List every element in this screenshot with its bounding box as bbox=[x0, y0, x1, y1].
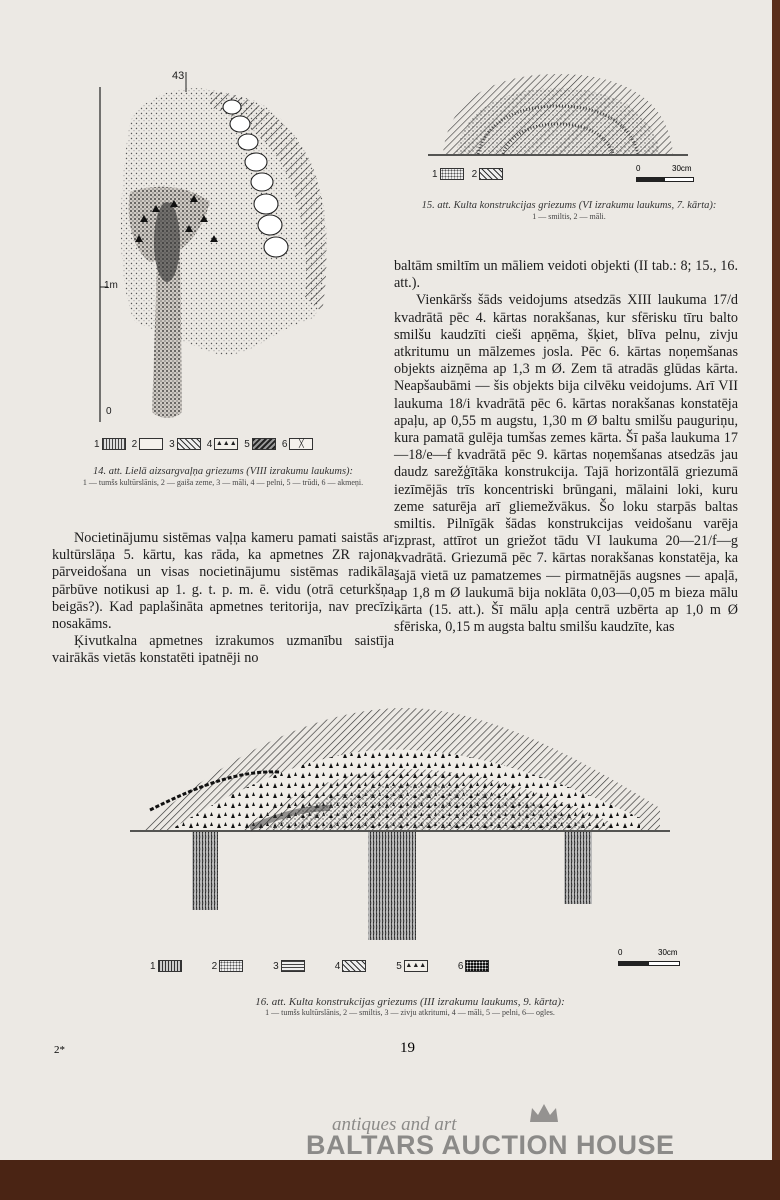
fig16-legend-item bbox=[150, 960, 182, 972]
legend-number: 3 bbox=[273, 960, 279, 972]
fig14-legend-item bbox=[207, 438, 239, 450]
left-text-column bbox=[52, 530, 394, 668]
swatch-ash: ▲▲▲ bbox=[404, 960, 428, 972]
fig16-caption: 16. att. Kulta konstrukcijas griezums (III izrakumu laukums, 9. kārta): bbox=[255, 996, 565, 1008]
fig16-scale-bar bbox=[618, 948, 688, 970]
fig14-legend-item bbox=[169, 438, 201, 450]
legend-number: 5 bbox=[244, 438, 250, 450]
wooden-table-edge bbox=[0, 1160, 780, 1200]
fig14-legend-item bbox=[282, 438, 314, 450]
right-text-column bbox=[394, 258, 738, 636]
fig15-legend-item bbox=[472, 168, 504, 180]
legend-number: 6 bbox=[457, 960, 464, 972]
swatch-charcoal bbox=[465, 960, 489, 972]
fig14-axis-label-1m: 1m bbox=[104, 280, 118, 291]
fig16-caption-block bbox=[150, 996, 670, 1018]
fig15-legend-item bbox=[432, 168, 464, 180]
fig14-legend-item bbox=[132, 438, 164, 450]
fig16-legend-item bbox=[396, 960, 428, 972]
legend-number: 6 bbox=[281, 438, 288, 450]
legend-number: 1 bbox=[94, 438, 100, 450]
swatch-clay bbox=[479, 168, 503, 180]
scale-bar-line bbox=[636, 177, 694, 182]
left-paragraph-1: Nocietinājumu sistēmas vaļņa kameru pamati saistās ar kultūrslāņa 5. kārtu, kas rāda, ka apmetnes ZR rajona pārveidošana un visas nocietinājumu sistēmas radikāla pārbūve notikusi ap 1. g. t. p. m. ē. vidu (otrā ceturkšņa beigās?). Kad paplašināta apmetnes teritorija, nav precīzi nosakāms. bbox=[52, 530, 394, 633]
fig14-caption-block bbox=[52, 466, 394, 488]
fig14-drawing bbox=[90, 62, 350, 452]
fig16-scale-label: 30cm bbox=[658, 948, 678, 957]
fig16-legend-item bbox=[335, 960, 367, 972]
swatch-clay bbox=[177, 438, 201, 450]
fig16-drawing bbox=[130, 690, 670, 950]
swatch-fish-waste bbox=[281, 960, 305, 972]
signature-mark: 2* bbox=[54, 1044, 65, 1056]
fig16-legend-item bbox=[458, 960, 490, 972]
fig14-caption: 14. att. Lielā aizsargvaļņa griezums (VIII izrakumu laukums): bbox=[92, 466, 354, 477]
crown-icon bbox=[528, 1102, 560, 1124]
swatch-ash: ▲▲▲ bbox=[214, 438, 238, 450]
fig15-legend bbox=[432, 168, 503, 180]
swatch-sand bbox=[440, 168, 464, 180]
legend-number: 5 bbox=[396, 960, 402, 972]
legend-number: 2 bbox=[471, 168, 478, 180]
fig15-caption-block bbox=[404, 200, 734, 222]
fig16-legend-text: 1 — tumšs kultūrslānis, 2 — smiltis, 3 — zivju atkritumi, 4 — māli, 5 — pelni, 6— ogles. bbox=[265, 1008, 555, 1017]
fig15-drawing bbox=[428, 66, 688, 166]
fig15-scale-zero: 0 bbox=[636, 164, 641, 173]
fig16-scale-zero: 0 bbox=[618, 948, 623, 957]
legend-number: 4 bbox=[206, 438, 213, 450]
legend-number: 2 bbox=[131, 438, 138, 450]
fig15-scale-bar bbox=[636, 166, 706, 182]
swatch-clay bbox=[342, 960, 366, 972]
legend-number: 1 bbox=[432, 168, 438, 180]
fig16-legend-item bbox=[212, 960, 244, 972]
fig14-legend-text: 1 — tumšs kultūrslānis, 2 — gaiša zeme, 3 — māli, 4 — pelni, 5 — trūdi, 6 — akmeņi. bbox=[82, 478, 364, 487]
watermark-brand: BALTARS AUCTION HOUSE bbox=[306, 1130, 675, 1160]
fig14-legend-item bbox=[94, 438, 126, 450]
swatch-light-soil bbox=[139, 438, 163, 450]
legend-number: 1 bbox=[150, 960, 156, 972]
fig15-caption: 15. att. Kulta konstrukcijas griezums (VI izrakumu laukums, 7. kārta): bbox=[421, 200, 717, 211]
fig14-legend bbox=[94, 438, 313, 450]
fig15-legend-text: 1 — smiltis, 2 — māli. bbox=[532, 212, 606, 221]
fig16-legend bbox=[150, 960, 489, 972]
fig14-legend-item bbox=[244, 438, 276, 450]
fig16-legend-item bbox=[273, 960, 305, 972]
scale-bar-line bbox=[618, 961, 680, 966]
legend-number: 3 bbox=[169, 438, 175, 450]
swatch-stones: ╳ bbox=[289, 438, 313, 450]
fig14-axis-label-0: 0 bbox=[106, 406, 112, 417]
swatch-dark-culture bbox=[102, 438, 126, 450]
left-paragraph-2: Ķivutkalna apmetnes izrakumos uzmanību saistīja vairākās vietās konstatēti ipatnēji no bbox=[52, 633, 394, 667]
fig14-top-label: 43 bbox=[172, 70, 185, 82]
watermark-tagline: antiques and art bbox=[332, 1114, 457, 1135]
legend-number: 4 bbox=[334, 960, 341, 972]
page-number: 19 bbox=[400, 1040, 415, 1056]
swatch-sand bbox=[219, 960, 243, 972]
legend-number: 2 bbox=[211, 960, 218, 972]
swatch-dark-culture bbox=[158, 960, 182, 972]
fig15-scale-label: 30cm bbox=[672, 164, 692, 173]
right-paragraph-1: baltām smiltīm un māliem veidoti objekti (II tab.: 8; 15., 16. att.). bbox=[394, 258, 738, 292]
right-paragraph-2: Vienkāršs šāds veidojums atsedzās XIII laukuma 17/d kvadrātā pēc 4. kārtas norakšanas, kur sfērisku tīru balto smilšu kaudzīti cieši apņēma, šķiet, blīva pelnu, zivju atkritumu un mālzemes josla. Pēc 6. kārtas noņemšanas objekts aizņēma ap 1,3 m Ø. Zem tā atradās glūdas kārta. Neapšaubāmi — šis objekts bija cilvēku veidojums. Arī VII laukuma 18/i kvadrātā pēc 6. kārtas norakšanas konstatēja apaļu, ap 0,55 m augstu, 1,30 m Ø baltu smilšu pauguriņu, kura pamatā gulēja tumšas zemes kārta. Šī paša laukuma 17—18/e—f kvadrātā pēc 9. kārtas noņemšanas atsedzās jau daudz sarežģītāka konstrukcija. Tajā horizontālā griezumā iezīmējās trīs koncentriski brūngani, mālaini loki, kuru zeme saturēja arī gliemežvākus. Šo loku starpās baltas smiltis. Pilnīgāk šādas konstrukcijas veidošanu varēja izprast, attīrot un griežot tādu VI laukuma 20—21/f—g kvadrātā. Griezumā pēc 7. kārtas norakšanas konstatēja, ka šajā vietā uz pamatzemes — pirmatnējās augsnes — apaļā, ap 1,8 m Ø laukumā bija noklāta 0,03—0,05 m bieza mālu kārta (15. att.). Šī mālu apļa centrā uzbērta ap 1,0 m Ø sfēriska, 0,15 m augsta baltu smilšu kaudzīte, kas bbox=[394, 292, 738, 636]
swatch-humus bbox=[252, 438, 276, 450]
